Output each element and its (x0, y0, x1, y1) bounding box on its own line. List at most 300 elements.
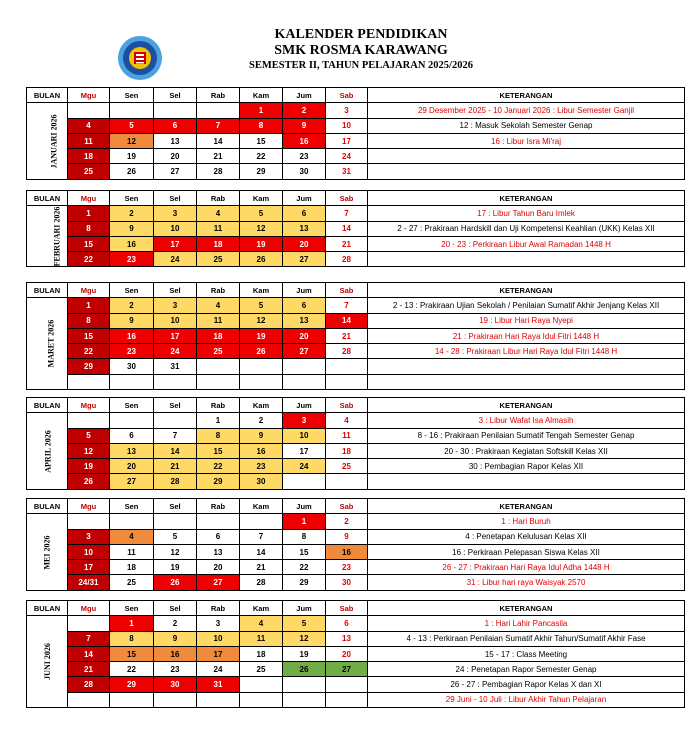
day-cell: 18 (197, 236, 240, 251)
day-cell: 17 (283, 443, 326, 458)
table-row (27, 631, 685, 646)
column-header: BULAN (27, 191, 68, 206)
day-cell (240, 692, 283, 707)
day-cell: 10 (326, 118, 368, 133)
day-cell: 17 (197, 646, 240, 661)
day-cell: 25 (197, 344, 240, 359)
day-cell: 23 (283, 149, 326, 164)
day-cell: 4 (110, 529, 154, 544)
column-header: Rab (197, 88, 240, 103)
note-cell (368, 252, 685, 267)
day-cell: 7 (326, 298, 368, 313)
column-header: Sen (110, 499, 154, 514)
day-cell: 18 (240, 646, 283, 661)
note-cell: 4 - 13 : Perkiraan Penilaian Sumatif Akhir Tahun/Sumatif Akhir Fase (368, 631, 685, 646)
day-cell: 27 (326, 662, 368, 677)
column-header: Rab (197, 499, 240, 514)
column-header: Kam (240, 283, 283, 298)
day-cell: 2 (110, 206, 154, 221)
day-cell: 4 (197, 298, 240, 313)
day-cell: 24 (283, 459, 326, 474)
month-name: MARET 2026 (46, 319, 56, 368)
column-header: BULAN (27, 499, 68, 514)
day-cell: 3 (197, 616, 240, 631)
day-cell: 25 (197, 252, 240, 267)
column-header: Mgu (68, 601, 110, 616)
day-cell: 27 (154, 164, 197, 179)
day-cell: 4 (68, 118, 110, 133)
column-header: KETERANGAN (368, 398, 685, 413)
table-row (27, 133, 685, 148)
month-table (26, 600, 685, 708)
month-name: JUNI 2026 (42, 643, 52, 681)
day-cell (154, 692, 197, 707)
day-cell: 9 (110, 221, 154, 236)
table-row (27, 544, 685, 559)
day-cell (154, 413, 197, 428)
day-cell: 1 (197, 413, 240, 428)
day-cell: 30 (240, 474, 283, 489)
day-cell: 5 (110, 118, 154, 133)
day-cell: 13 (326, 631, 368, 646)
column-header: Jum (283, 88, 326, 103)
day-cell: 17 (154, 328, 197, 343)
day-cell (68, 374, 110, 389)
column-header: Sen (110, 398, 154, 413)
day-cell: 25 (240, 662, 283, 677)
month-table (26, 190, 685, 267)
day-cell: 26 (240, 344, 283, 359)
month-table (26, 87, 685, 180)
day-cell: 21 (154, 459, 197, 474)
note-cell: 1 : Hari Buruh (368, 514, 685, 529)
day-cell: 21 (240, 560, 283, 575)
column-header: Sel (154, 398, 197, 413)
column-header: Sen (110, 283, 154, 298)
day-cell: 19 (240, 236, 283, 251)
day-cell: 23 (110, 344, 154, 359)
day-cell: 26 (240, 252, 283, 267)
day-cell: 1 (68, 298, 110, 313)
column-header: Mgu (68, 499, 110, 514)
column-header: Jum (283, 191, 326, 206)
day-cell: 9 (240, 428, 283, 443)
note-cell: 16 : Libur Isra Mi'raj (368, 133, 685, 148)
day-cell: 6 (283, 298, 326, 313)
day-cell: 23 (326, 560, 368, 575)
day-cell: 8 (240, 118, 283, 133)
month-name: JANUARI 2026 (49, 114, 59, 169)
day-cell: 13 (110, 443, 154, 458)
day-cell: 16 (110, 328, 154, 343)
day-cell: 26 (154, 575, 197, 590)
day-cell: 4 (240, 616, 283, 631)
day-cell: 19 (283, 646, 326, 661)
month-name: MEI 2026 (42, 535, 52, 570)
column-header: Mgu (68, 398, 110, 413)
day-cell: 26 (110, 164, 154, 179)
column-header: Jum (283, 398, 326, 413)
day-cell: 8 (68, 221, 110, 236)
day-cell: 20 (110, 459, 154, 474)
column-header: KETERANGAN (368, 88, 685, 103)
table-row (27, 236, 685, 251)
day-cell: 14 (326, 313, 368, 328)
note-cell: 8 - 16 : Prakiraan Penilaian Sumatif Tengah Semester Genap (368, 428, 685, 443)
table-row (27, 529, 685, 544)
day-cell: 24 (154, 252, 197, 267)
column-header: BULAN (27, 88, 68, 103)
day-cell: 2 (154, 616, 197, 631)
day-cell: 13 (283, 221, 326, 236)
table-row (27, 252, 685, 267)
day-cell: 20 (283, 328, 326, 343)
day-cell: 29 (110, 677, 154, 692)
day-cell: 5 (68, 428, 110, 443)
day-cell: 23 (110, 252, 154, 267)
note-cell: 15 - 17 : Class Meeting (368, 646, 685, 661)
day-cell: 30 (154, 677, 197, 692)
column-header: KETERANGAN (368, 499, 685, 514)
note-cell (368, 474, 685, 489)
table-row (27, 313, 685, 328)
month-label (27, 206, 68, 267)
day-cell: 3 (283, 413, 326, 428)
day-cell: 19 (110, 149, 154, 164)
note-cell (368, 374, 685, 389)
day-cell: 11 (240, 631, 283, 646)
day-cell: 11 (68, 133, 110, 148)
day-cell: 16 (240, 443, 283, 458)
day-cell: 21 (68, 662, 110, 677)
day-cell: 29 (68, 359, 110, 374)
day-cell: 10 (154, 313, 197, 328)
day-cell (326, 677, 368, 692)
table-row (27, 677, 685, 692)
day-cell: 19 (68, 459, 110, 474)
month-label (27, 298, 68, 390)
day-cell: 30 (326, 575, 368, 590)
table-row (27, 103, 685, 118)
day-cell: 12 (154, 544, 197, 559)
day-cell: 13 (197, 544, 240, 559)
day-cell (110, 103, 154, 118)
column-header: BULAN (27, 283, 68, 298)
day-cell: 14 (240, 544, 283, 559)
day-cell (197, 374, 240, 389)
note-cell: 24 : Penetapan Rapor Semester Genap (368, 662, 685, 677)
day-cell: 19 (240, 328, 283, 343)
day-cell: 26 (68, 474, 110, 489)
day-cell: 30 (283, 164, 326, 179)
column-header: Rab (197, 283, 240, 298)
day-cell: 10 (68, 544, 110, 559)
day-cell: 3 (326, 103, 368, 118)
column-header: Sab (326, 191, 368, 206)
day-cell: 25 (110, 575, 154, 590)
day-cell: 21 (197, 149, 240, 164)
month-name: APRIL 2026 (43, 429, 53, 473)
day-cell: 9 (326, 529, 368, 544)
month-label (27, 514, 68, 590)
table-row (27, 575, 685, 590)
table-row (27, 413, 685, 428)
day-cell: 17 (326, 133, 368, 148)
day-cell (283, 474, 326, 489)
column-header: Sel (154, 88, 197, 103)
table-row (27, 344, 685, 359)
day-cell: 7 (197, 118, 240, 133)
note-cell: 4 : Penetapan Kelulusan Kelas XII (368, 529, 685, 544)
day-cell (110, 413, 154, 428)
column-header: Rab (197, 601, 240, 616)
column-header: Kam (240, 499, 283, 514)
page-header (0, 0, 694, 86)
day-cell: 15 (110, 646, 154, 661)
note-cell: 30 : Pembagian Rapor Kelas XII (368, 459, 685, 474)
day-cell (240, 514, 283, 529)
day-cell: 12 (240, 313, 283, 328)
day-cell: 22 (68, 344, 110, 359)
day-cell: 20 (154, 149, 197, 164)
note-cell (368, 359, 685, 374)
day-cell: 31 (326, 164, 368, 179)
day-cell (68, 692, 110, 707)
day-cell: 2 (110, 298, 154, 313)
day-cell: 9 (283, 118, 326, 133)
title-line-3: SEMESTER II, TAHUN PELAJARAN 2025/2026 (249, 60, 473, 71)
day-cell: 11 (110, 544, 154, 559)
day-cell: 21 (326, 236, 368, 251)
day-cell (326, 374, 368, 389)
day-cell: 1 (283, 514, 326, 529)
month-table (26, 282, 685, 390)
day-cell: 12 (110, 133, 154, 148)
table-row (27, 374, 685, 389)
column-header: Sab (326, 283, 368, 298)
table-row (27, 328, 685, 343)
day-cell: 8 (197, 428, 240, 443)
column-header: Mgu (68, 88, 110, 103)
day-cell: 22 (197, 459, 240, 474)
column-header: Rab (197, 191, 240, 206)
note-cell: 17 : Libur Tahun Baru Imlek (368, 206, 685, 221)
day-cell (197, 103, 240, 118)
column-header: Sab (326, 398, 368, 413)
column-header: Kam (240, 601, 283, 616)
day-cell: 9 (154, 631, 197, 646)
day-cell: 7 (240, 529, 283, 544)
column-header: KETERANGAN (368, 283, 685, 298)
note-cell (368, 149, 685, 164)
column-header: Kam (240, 398, 283, 413)
day-cell (283, 359, 326, 374)
table-row (27, 646, 685, 661)
day-cell: 24 (154, 344, 197, 359)
day-cell: 5 (240, 206, 283, 221)
day-cell: 6 (154, 118, 197, 133)
day-cell: 27 (283, 252, 326, 267)
day-cell: 20 (283, 236, 326, 251)
day-cell: 22 (68, 252, 110, 267)
day-cell: 29 (240, 164, 283, 179)
day-cell: 7 (154, 428, 197, 443)
day-cell: 16 (110, 236, 154, 251)
day-cell: 5 (240, 298, 283, 313)
day-cell (110, 514, 154, 529)
month-table (26, 498, 685, 591)
day-cell: 3 (154, 298, 197, 313)
day-cell: 12 (68, 443, 110, 458)
day-cell (240, 359, 283, 374)
note-cell: 1 : Hari Lahir Pancasila (368, 616, 685, 631)
day-cell: 27 (110, 474, 154, 489)
day-cell: 10 (197, 631, 240, 646)
day-cell (326, 474, 368, 489)
day-cell: 20 (197, 560, 240, 575)
day-cell: 11 (197, 313, 240, 328)
day-cell: 18 (326, 443, 368, 458)
day-cell (154, 514, 197, 529)
column-header: Rab (197, 398, 240, 413)
day-cell: 17 (154, 236, 197, 251)
day-cell: 21 (326, 328, 368, 343)
day-cell: 14 (154, 443, 197, 458)
note-cell: 16 : Perkiraan Pelepasan Siswa Kelas XII (368, 544, 685, 559)
day-cell: 4 (326, 413, 368, 428)
day-cell (197, 359, 240, 374)
day-cell: 18 (68, 149, 110, 164)
column-header: Sen (110, 601, 154, 616)
table-row (27, 514, 685, 529)
column-header: Jum (283, 283, 326, 298)
day-cell: 16 (326, 544, 368, 559)
column-header: Mgu (68, 191, 110, 206)
day-cell: 20 (326, 646, 368, 661)
day-cell: 6 (326, 616, 368, 631)
day-cell: 5 (283, 616, 326, 631)
day-cell: 8 (110, 631, 154, 646)
column-header: Kam (240, 88, 283, 103)
day-cell: 22 (283, 560, 326, 575)
day-cell: 22 (240, 149, 283, 164)
note-cell: 20 - 23 : Perkiraan Libur Awal Ramadan 1448 H (368, 236, 685, 251)
day-cell: 19 (154, 560, 197, 575)
day-cell: 1 (240, 103, 283, 118)
day-cell: 28 (68, 677, 110, 692)
day-cell (283, 374, 326, 389)
table-row (27, 662, 685, 677)
day-cell: 1 (68, 206, 110, 221)
day-cell (283, 677, 326, 692)
month-name: FEBRUARI 2026 (52, 206, 62, 267)
column-header: Sel (154, 191, 197, 206)
day-cell: 4 (197, 206, 240, 221)
note-cell: 19 : Libur Hari Raya Nyepi (368, 313, 685, 328)
column-header: Sel (154, 499, 197, 514)
day-cell: 9 (110, 313, 154, 328)
day-cell: 13 (154, 133, 197, 148)
day-cell (110, 374, 154, 389)
day-cell: 16 (154, 646, 197, 661)
day-cell: 10 (283, 428, 326, 443)
day-cell (68, 616, 110, 631)
day-cell (326, 359, 368, 374)
day-cell: 2 (283, 103, 326, 118)
table-row (27, 474, 685, 489)
day-cell: 15 (283, 544, 326, 559)
note-cell: 21 : Prakiraan Hari Raya Idul Fitri 1448 H (368, 328, 685, 343)
day-cell: 15 (197, 443, 240, 458)
day-cell (154, 374, 197, 389)
day-cell: 2 (240, 413, 283, 428)
day-cell (283, 692, 326, 707)
day-cell: 23 (240, 459, 283, 474)
day-cell: 28 (154, 474, 197, 489)
day-cell: 18 (197, 328, 240, 343)
note-cell: 14 - 28 : Prakiraan Libur Hari Raya Idul Fitri 1448 H (368, 344, 685, 359)
day-cell: 31 (154, 359, 197, 374)
day-cell (68, 514, 110, 529)
day-cell (68, 103, 110, 118)
table-row (27, 560, 685, 575)
month-label (27, 616, 68, 708)
day-cell: 25 (68, 164, 110, 179)
day-cell: 5 (154, 529, 197, 544)
table-row (27, 118, 685, 133)
day-cell: 23 (154, 662, 197, 677)
note-cell: 12 : Masuk Sekolah Semester Genap (368, 118, 685, 133)
column-header: Mgu (68, 283, 110, 298)
table-row (27, 459, 685, 474)
title-line-2: SMK ROSMA KARAWANG (274, 43, 448, 58)
column-header: Jum (283, 601, 326, 616)
day-cell: 16 (283, 133, 326, 148)
day-cell: 3 (154, 206, 197, 221)
day-cell: 1 (110, 616, 154, 631)
note-cell: 31 : Libur hari raya Waisyak 2570 (368, 575, 685, 590)
day-cell: 28 (326, 252, 368, 267)
month-label (27, 103, 68, 179)
note-cell: 26 - 27 : Prakiraan Hari Raya Idul Adha 1448 H (368, 560, 685, 575)
day-cell: 8 (283, 529, 326, 544)
day-cell: 18 (110, 560, 154, 575)
table-row (27, 692, 685, 707)
day-cell (197, 692, 240, 707)
title-line-1: KALENDER PENDIDIKAN (274, 27, 448, 42)
day-cell (68, 413, 110, 428)
month-label (27, 413, 68, 489)
day-cell: 17 (68, 560, 110, 575)
column-header: Jum (283, 499, 326, 514)
day-cell: 11 (197, 221, 240, 236)
table-row (27, 298, 685, 313)
day-cell: 11 (326, 428, 368, 443)
table-row (27, 616, 685, 631)
note-cell: 3 : Libur Wafat Isa Almasih (368, 413, 685, 428)
column-header: Sen (110, 191, 154, 206)
day-cell: 28 (326, 344, 368, 359)
note-cell: 29 Juni - 10 Juli : Libur Akhir Tahun Pelajaran (368, 692, 685, 707)
day-cell: 3 (68, 529, 110, 544)
day-cell (110, 692, 154, 707)
table-row (27, 164, 685, 179)
day-cell: 7 (326, 206, 368, 221)
table-row (27, 443, 685, 458)
column-header: BULAN (27, 601, 68, 616)
day-cell: 6 (283, 206, 326, 221)
document-title (0, 27, 694, 73)
